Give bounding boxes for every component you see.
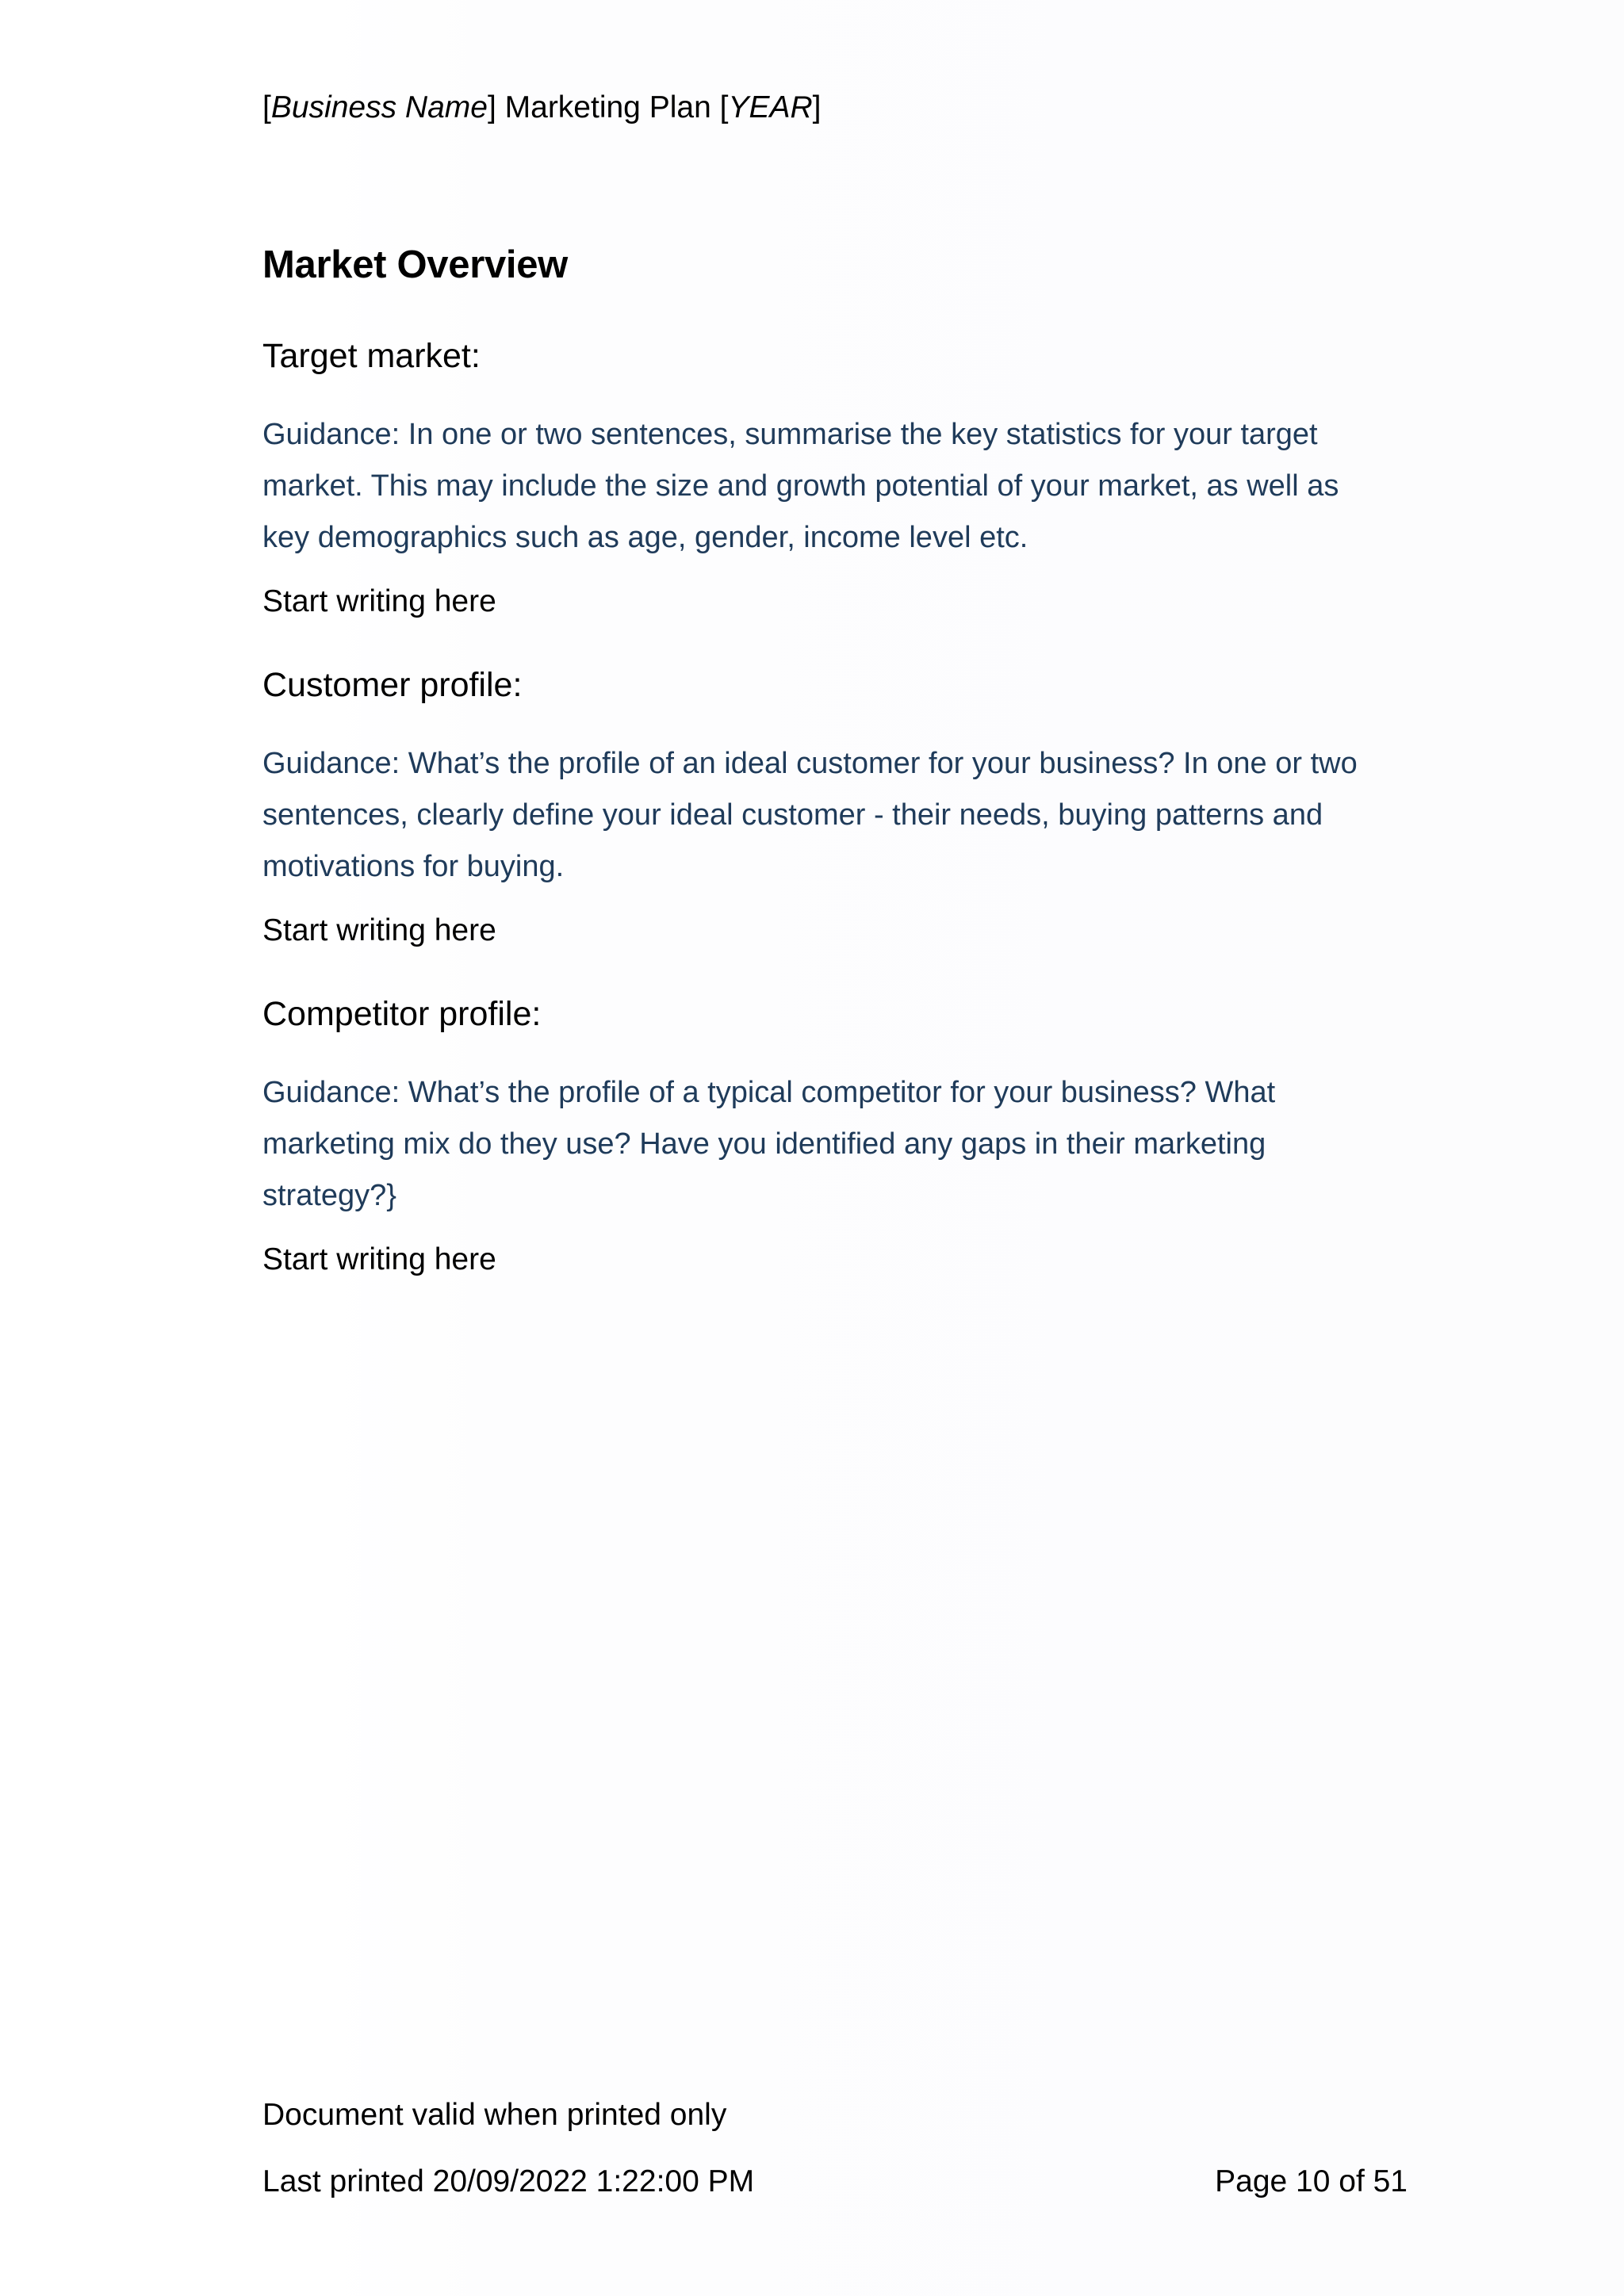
customer-profile-guidance: Guidance: What’s the profile of an ideal customer for your business? In one or two sentences, clearly define your ideal customer - their needs, buying patterns and motivations for buying.: [262, 747, 1358, 883]
footer-last-printed: Last printed 20/09/2022 1:22:00 PM: [262, 2164, 755, 2198]
competitor-profile-heading: Competitor profile:: [262, 995, 542, 1033]
competitor-profile-writing-area[interactable]: Start writing here: [262, 1242, 496, 1276]
footer-validity-note: Document valid when printed only: [262, 2098, 727, 2132]
customer-profile-writing-area[interactable]: Start writing here: [262, 913, 496, 947]
market-overview-section: [262, 236, 1388, 1280]
header-middle-text: ] Marketing Plan [: [487, 90, 729, 124]
header-close-bracket: ]: [812, 90, 822, 124]
header-year[interactable]: YEAR: [728, 90, 813, 124]
header-business-name[interactable]: Business Name: [270, 90, 488, 124]
competitor-profile-guidance: Guidance: What’s the profile of a typical competitor for your business? What marketing mix do they use? Have you identified any gaps in their marketing strategy?}: [262, 1076, 1276, 1212]
target-market-writing-area[interactable]: Start writing here: [262, 584, 496, 618]
footer-page-number: Page 10 of 51: [1215, 2164, 1408, 2198]
target-market-heading: Target market:: [262, 337, 481, 375]
target-market-guidance: Guidance: In one or two sentences, summarise the key statistics for your target market. This may include the size and growth potential of your market, as well as key demographics such as age, gender, income level etc.: [262, 418, 1339, 554]
section-title: Market Overview: [262, 243, 568, 286]
page-header: [262, 89, 821, 127]
customer-profile-heading: Customer profile:: [262, 666, 523, 704]
header-open-bracket: [: [262, 90, 271, 124]
page-footer: [262, 2163, 1408, 2201]
